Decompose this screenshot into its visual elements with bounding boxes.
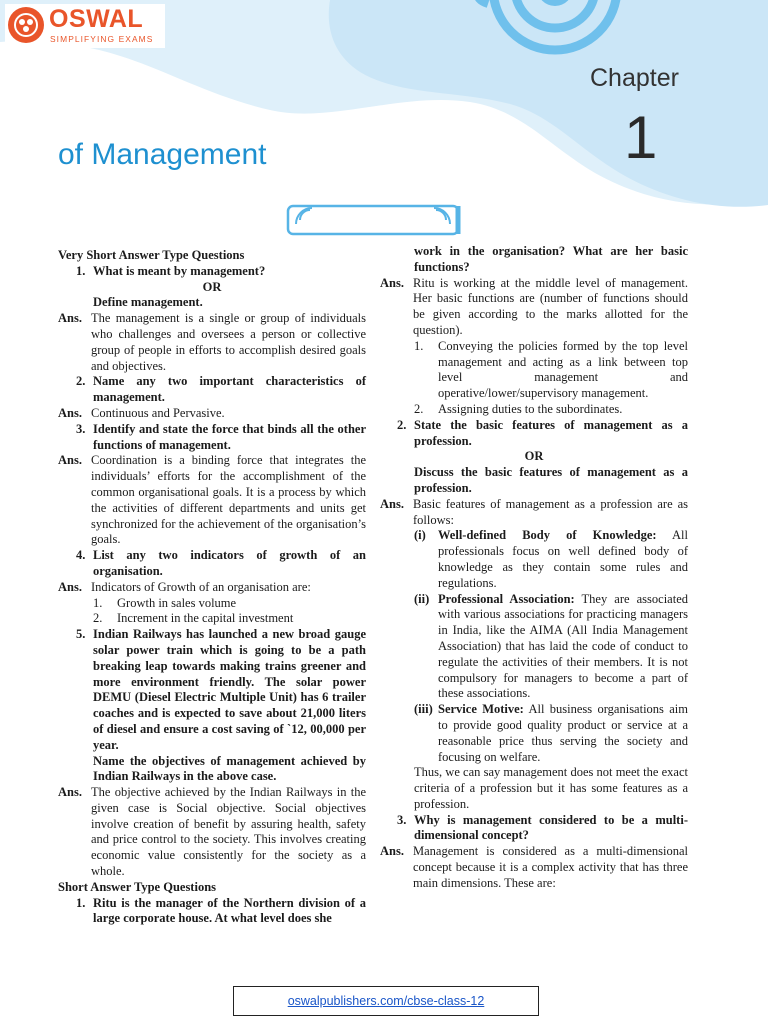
answer-1: Ans. The management is a single or group of individuals who challenges and oversees a person or collective group of people in efforts to accomplish desired goals and objectives. bbox=[58, 311, 366, 373]
publisher-logo bbox=[5, 4, 165, 48]
question-1: 1. What is meant by management? bbox=[76, 263, 266, 278]
list-item: 1. Growth in sales volume bbox=[93, 595, 237, 610]
answer-2: Ans. Continuous and Pervasive. bbox=[58, 405, 225, 420]
short-question-3: 3. Why is management considered to be a multi-dimensional concept? bbox=[397, 812, 688, 843]
short-answer-1: Ans. Ritu is working at the middle level of management. Her basic functions are (number of functions should be given according to the marks allotted for the question). bbox=[380, 275, 688, 337]
question-2: 2. Name any two important characteristics of management. bbox=[76, 374, 366, 405]
answer-3: Ans. Coordination is a binding force that integrates the individuals’ efforts for the accomplishment of the common organisational goals. It is a process by which the activities of different departments and units get synchronized for the achievement of the organisation’s goals. bbox=[58, 453, 366, 547]
list-item: (iii) Service Motive: All business organisations aim to provide good quality product or service at a reasonable price thus serving the society and focusing on welfare. bbox=[414, 702, 688, 764]
left-column bbox=[58, 248, 366, 927]
or-divider: OR bbox=[202, 279, 222, 294]
chapter-label: Chapter bbox=[590, 64, 679, 92]
footer-box bbox=[233, 986, 539, 1016]
short-answer-2: Ans. Basic features of management as a profession are as follows: bbox=[380, 496, 688, 527]
answer-conclusion: Thus, we can say management does not meet the exact criteria of a profession but it has some features as a profession. bbox=[414, 765, 688, 811]
list-item: 2. Assigning duties to the subordinates. bbox=[414, 401, 623, 416]
chapter-number: 1 bbox=[624, 104, 658, 171]
chapter-title: of Management bbox=[58, 138, 267, 171]
section-heading-vsa: Very Short Answer Type Questions bbox=[58, 248, 245, 262]
list-item: 2. Increment in the capital investment bbox=[93, 611, 294, 626]
short-question-2: 2. State the basic features of management as a profession. bbox=[397, 417, 688, 448]
logo-emblem-icon bbox=[8, 7, 44, 43]
list-item: (ii) Professional Association: They are associated with various associations for practicing managers in India, like the AIMA (All India Management Association) that has laid the code of conduct to regulate the activities of their members. It is not compulsory for managers to become a part of these associations. bbox=[414, 591, 688, 701]
section-heading-sa: Short Answer Type Questions bbox=[58, 879, 217, 894]
publisher-link[interactable]: oswalpublishers.com/cbse-class-12 bbox=[287, 994, 485, 1008]
question-4: 4. List any two indicators of growth of an organisation. bbox=[76, 548, 366, 578]
short-answer-3: Ans. Management is considered as a multi-dimensional concept because it is a complex activity that has three main dimensions. These are: bbox=[380, 844, 688, 890]
short-question-2-alt: Discuss the basic features of management as a profession. bbox=[414, 465, 688, 495]
answer-5: Ans. The objective achieved by the Indian Railways in the given case is Social objective. Social objectives involve creation of benefit by assuring health, safety and price control to the society. This involves creating economic value consistently for the society as a whole. bbox=[58, 785, 366, 879]
list-item: 1. Conveying the policies formed by the top level management and acting as a link between top level management and operative/lower/supervisory management. bbox=[414, 338, 688, 401]
question-3: 3. Identify and state the force that binds all the other functions of management. bbox=[76, 421, 366, 452]
question-1-alt: Define management. bbox=[93, 295, 203, 310]
short-question-1: 1. Ritu is the manager of the Northern division of a large corporate house. At what level does she bbox=[76, 895, 366, 926]
logo-tagline: SIMPLIFYING EXAMS bbox=[50, 34, 154, 44]
right-column bbox=[380, 244, 688, 892]
question-5-prompt: Name the objectives of management achieved by Indian Railways in the above case. bbox=[93, 753, 366, 784]
logo-name: OSWAL bbox=[49, 5, 144, 33]
or-divider: OR bbox=[524, 449, 544, 464]
short-question-1-continued: work in the organisation? What are her basic functions? bbox=[414, 244, 688, 274]
list-item: (i) Well-defined Body of Knowledge: All professionals focus on well defined body of knowledge as they contain some rules and regulations. bbox=[414, 528, 688, 590]
answer-4: Ans. Indicators of Growth of an organisation are: bbox=[58, 579, 311, 594]
question-5: 5. Indian Railways has launched a new broad gauge solar power train which is going to be a path breaking leap towards making trains greener and more environment friendly. The solar power DEMU (Diesel Electric Multiple Unit) has 6 trailer coaches and is expected to save about 21,000 liters of diesel and ensure a cost saving of `12, 00,000 per year. bbox=[76, 627, 366, 752]
